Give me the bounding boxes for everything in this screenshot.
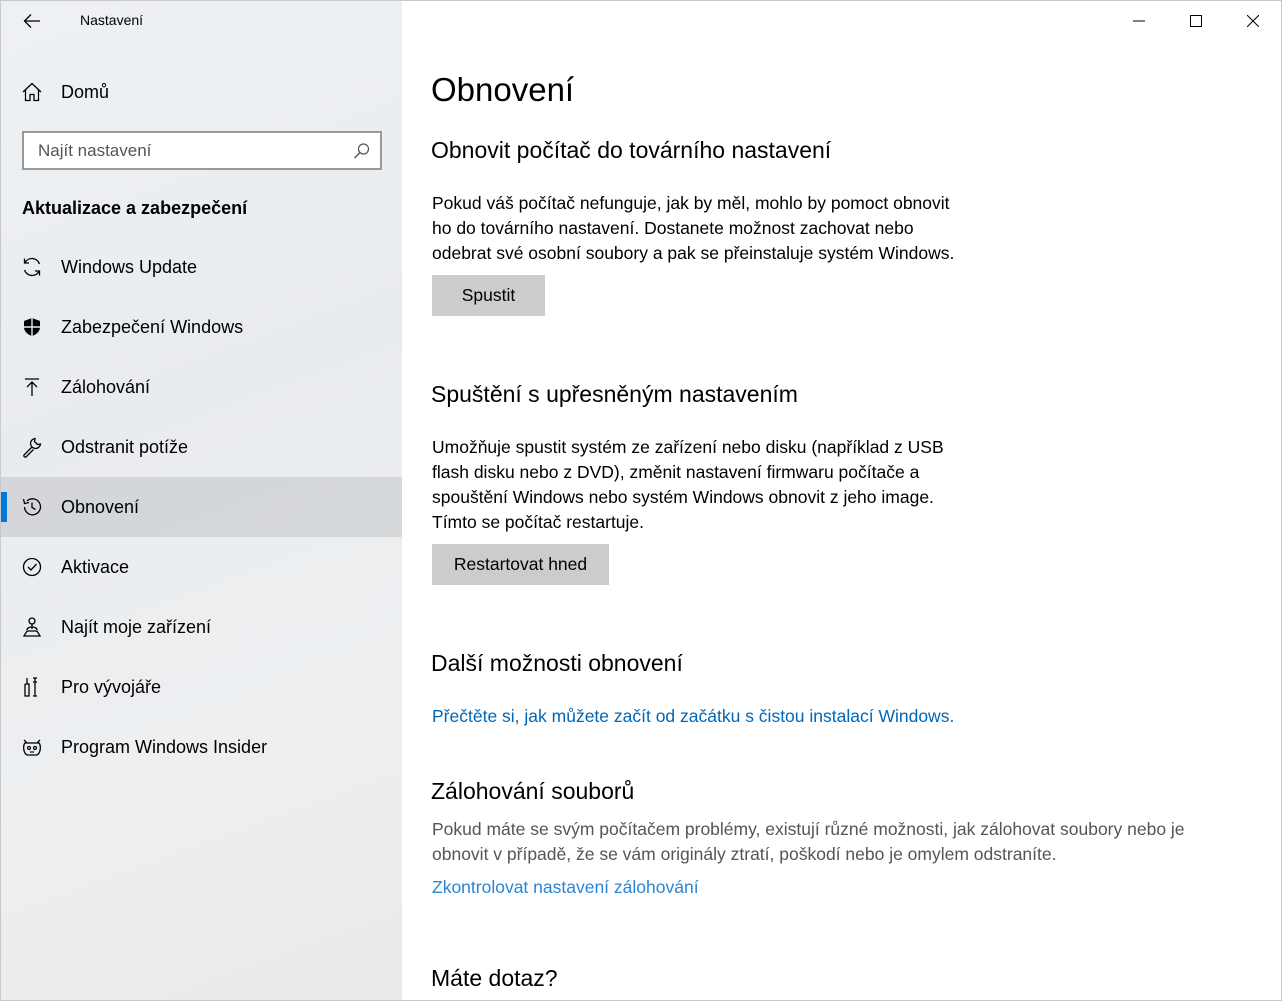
check-backup-settings-link[interactable]: Zkontrolovat nastavení zálohování [432,877,699,897]
restart-now-button[interactable]: Restartovat hned [432,544,609,585]
maximize-icon [1190,15,1202,27]
sidebar-item-label: Program Windows Insider [61,736,268,757]
sidebar-item-find-my-device[interactable] [1,597,402,657]
back-button[interactable] [15,7,49,35]
titlebar [1,1,402,41]
main-content [402,1,1282,1001]
advanced-startup-description [432,435,944,535]
sidebar-item-recovery[interactable] [1,477,402,537]
reset-description-line: odebrat své osobní soubory a pak se přeinstaluje systém Windows. [432,243,955,263]
reset-heading: Obnovit počítač do továrního nastavení [431,137,832,163]
sidebar-item-windows-update[interactable] [1,237,402,297]
minimize-button[interactable] [1110,1,1167,41]
backup-description-line: Pokud máte se svým počítačem problémy, existují různé možnosti, jak zálohovat soubory nebo je [432,819,1185,839]
sidebar-item-home[interactable] [1,62,402,122]
maximize-button[interactable] [1167,1,1224,41]
sidebar-item-windows-insider[interactable] [1,717,402,777]
check-circle-icon [21,556,43,578]
upload-arrow-icon [21,376,43,398]
wrench-icon [21,436,43,458]
start-reset-button[interactable]: Spustit [432,275,545,316]
backup-description [432,817,1185,867]
home-icon [21,81,43,103]
sidebar-item-label: Zabezpečení Windows [61,316,244,337]
sidebar-item-for-developers[interactable] [1,657,402,717]
advanced-startup-heading: Spuštění s upřesněným nastavením [431,381,798,407]
sidebar-item-activation[interactable] [1,537,402,597]
question-heading: Máte dotaz? [431,965,558,991]
clean-install-link[interactable]: Přečtěte si, jak můžete začít od začátku s čistou instalací Windows. [432,706,955,726]
advanced-description-line: flash disku nebo z DVD), změnit nastavení firmwaru počítače a [432,462,920,482]
sidebar-item-label: Aktivace [61,556,130,577]
more-options-heading: Další možnosti obnovení [431,650,683,676]
insider-cat-icon [21,736,43,758]
sidebar-item-windows-security[interactable] [1,297,402,357]
history-icon [21,496,43,518]
sidebar-item-backup[interactable] [1,357,402,417]
developer-tools-icon [21,676,43,698]
sidebar-item-label: Obnovení [61,496,140,517]
reset-description-line: ho do továrního nastavení. Dostanete možnost zachovat nebo [432,218,914,238]
sidebar-item-label: Najít moje zařízení [61,616,212,637]
reset-description-line: Pokud váš počítač nefunguje, jak by měl, mohlo by pomoct obnovit [432,193,950,213]
page-title: Obnovení [431,71,575,108]
search-field[interactable] [22,131,382,170]
shield-icon [21,316,43,338]
section-header: Aktualizace a zabezpečení [22,198,248,218]
sidebar-item-label: Zálohování [61,376,151,397]
sidebar-item-label: Windows Update [61,256,198,277]
search-icon[interactable] [353,142,371,165]
backup-description-line: obnovit v případě, že se vám originály ztratí, poškodí nebo je omylem odstraníte. [432,844,1057,864]
minimize-icon [1133,15,1145,27]
sidebar-item-label: Pro vývojáře [61,676,162,697]
search-input[interactable] [38,141,338,161]
reset-description [432,191,954,266]
backup-files-heading: Zálohování souborů [431,778,635,804]
sidebar-item-troubleshoot[interactable] [1,417,402,477]
advanced-description-line: spouštění Windows nebo systém Windows obnovit z jeho image. [432,487,934,507]
app-title: Nastavení [80,12,144,28]
advanced-description-line: Umožňuje spustit systém ze zařízení nebo disku (například z USB [432,437,944,457]
back-arrow-icon [23,13,41,29]
sync-icon [21,256,43,278]
person-pin-icon [21,616,43,638]
sidebar-item-label: Odstranit potíže [61,436,189,457]
advanced-description-line: Tímto se počítač restartuje. [432,512,645,532]
sidebar-item-label: Domů [61,81,110,102]
close-button[interactable] [1224,1,1281,41]
close-icon [1247,15,1259,27]
sidebar [1,1,402,1001]
